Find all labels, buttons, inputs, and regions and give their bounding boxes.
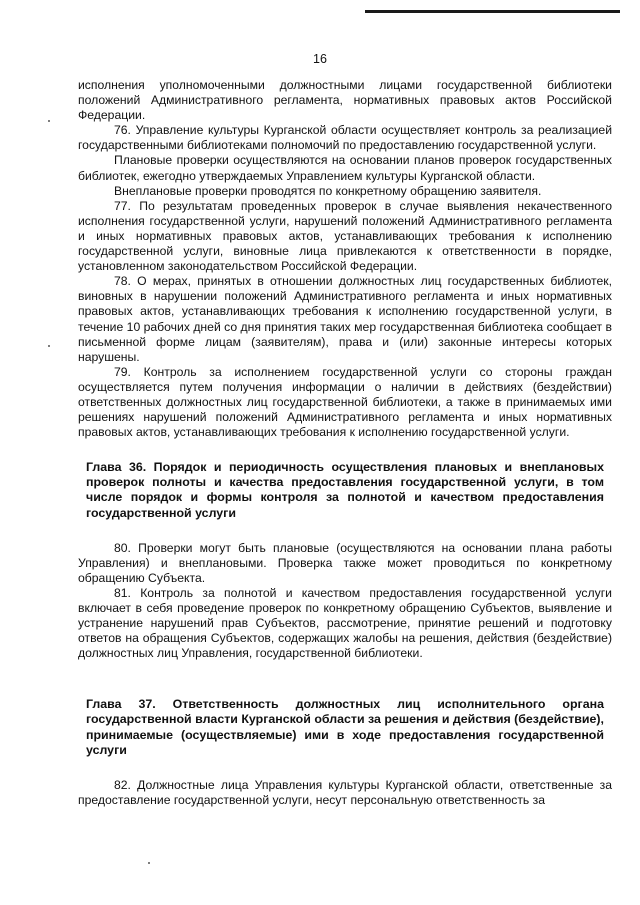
paragraph: исполнения уполномоченными должностными лицами государственной библиотеки положений Административного регламента, нормативных правовых актов Российской Федерации. [78,78,612,123]
paragraph: 80. Проверки могут быть плановые (осуществляются на основании плана работы Управления) и внеплановыми. Проверка также может проводиться по конкретному обращению Субъекта. [78,540,612,585]
paragraph: 82. Должностные лица Управления культуры Курганской области, ответственные за предоставление государственной услуги, несут персональную ответственность за [78,777,612,807]
paragraph: 79. Контроль за исполнением государственной услуги со стороны граждан осуществляется путем получения информации о наличии в действиях (бездействии) ответственных должностных лиц государственной библиотеки, а также в принимаемых ими решениях нарушений положений Административного регламента и иных нормативных правовых актов, устанавливающих требования к исполнению государственной услуги. [78,364,612,440]
paragraph: 78. О мерах, принятых в отношении должностных лиц государственных библиотек, виновных в нарушении положений Административного регламента и иных нормативных правовых актов, устанавливающих требования к исполнению государственной услуги, в течение 10 рабочих дней со дня принятия таких мер государственная библиотека сообщает в письменной форме лицам (заявителям), права и (или) законные интересы которых нарушены. [78,274,612,364]
top-rule [365,10,620,13]
paragraph: Плановые проверки осуществляются на основании планов проверок государственных библиотек, ежегодно утверждаемых Управлением культуры Курганской области. [78,153,612,183]
document-body [78,78,612,808]
paragraphs-chapter-36 [78,541,612,662]
paragraph: 76. Управление культуры Курганской области осуществляет контроль за реализацией государственными библиотеками полномочий по предоставлению государственной услуги. [78,123,612,153]
scan-artifact [48,120,50,122]
scan-artifact [48,345,50,347]
paragraph: 77. По результатам проведенных проверок в случае выявления некачественного исполнения государственной услуги, нарушений положений Административного регламента и иных нормативных правовых актов, устанавливающих требования к исполнению государственной услуги, виновные лица привлекаются к ответственности в порядке, установленном законодательством Российской Федерации. [78,198,612,274]
chapter-36-title: Глава 36. Порядок и периодичность осуществления плановых и внеплановых проверок полноты и качества предоставления государственной услуги, в том числе порядок и формы контроля за полнотой и качеством предоставления государственной услуги [86,460,604,520]
paragraphs-chapter-37 [78,778,612,808]
paragraphs-top [78,78,612,440]
chapter-37-title: Глава 37. Ответственность должностных лиц исполнительного органа государственной власти Курганской области за решения и действия (бездействие), принимаемые (осуществляемые) ими в ходе предоставления государственной услуги [86,697,604,757]
scan-artifact [148,862,150,864]
page-number: 16 [313,52,327,66]
paragraph: 81. Контроль за полнотой и качеством предоставления государственной услуги включает в себя проведение проверок по конкретному обращению Субъектов, выявление и устранение нарушений прав Субъектов, рассмотрение, принятие решений и подготовку ответов на обращения Субъектов, содержащих жалобы на решения, действия (бездействие) должностных лиц Управления, государственной библиотеки. [78,585,612,661]
paragraph: Внеплановые проверки проводятся по конкретному обращению заявителя. [114,183,542,198]
